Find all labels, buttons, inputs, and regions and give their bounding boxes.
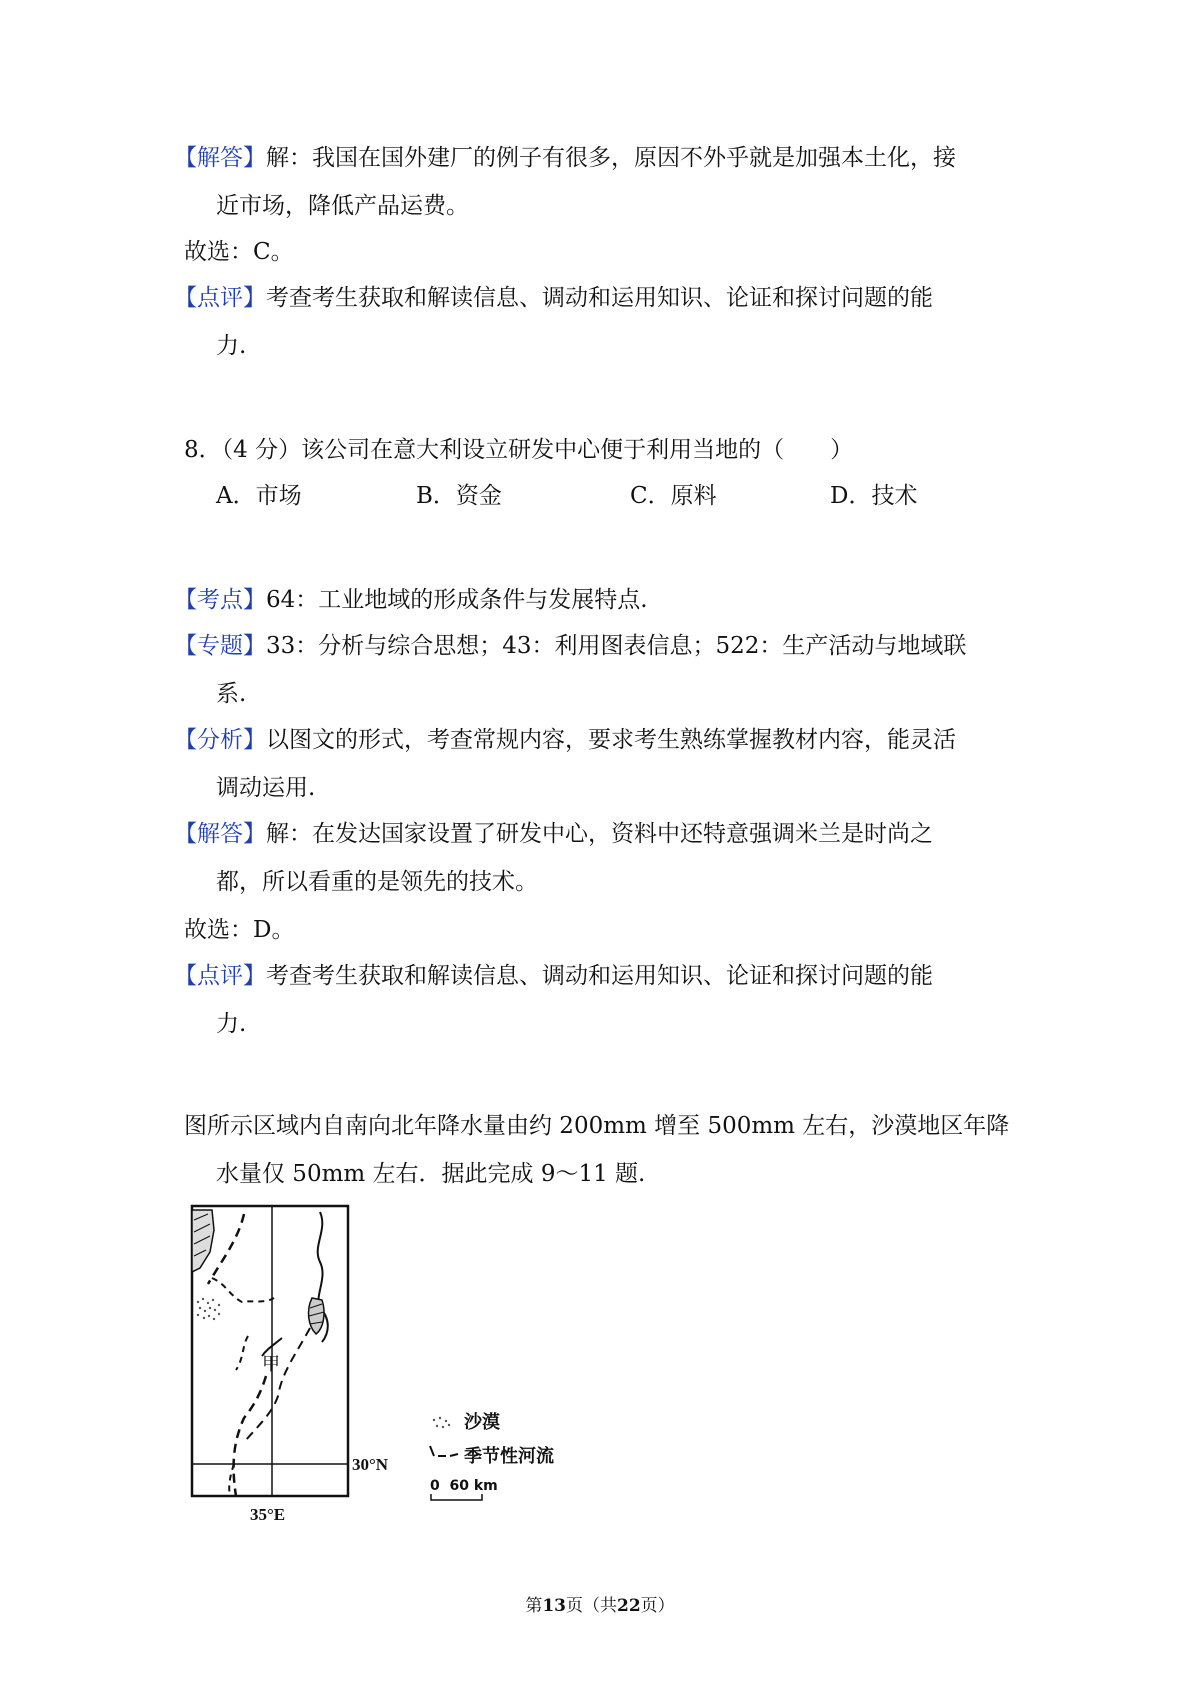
answer2-text-1: 解：在发达国家设置了研发中心，资料中还特意强调米兰是时尚之 — [266, 821, 933, 847]
choice2-line: 故选：D。 — [184, 917, 295, 943]
fenxi-text-1: 以图文的形式，考查常规内容，要求考生熟练掌握教材内容，能灵活 — [266, 727, 956, 753]
legend-river-label: 季节性河流 — [464, 1446, 554, 1467]
question-8-stem: 8．（4 分）该公司在意大利设立研发中心便于利用当地的（ ） — [184, 437, 854, 463]
total-pages: 22 — [617, 1596, 641, 1616]
choice-line: 故选：C。 — [184, 239, 294, 265]
seasonal-river — [212, 1278, 274, 1302]
review2-text-1: 考查考生获取和解读信息、调动和运用知识、论证和探讨问题的能 — [266, 963, 933, 989]
place-label: 甲 — [262, 1354, 280, 1375]
kaodian-text: 64：工业地域的形成条件与发展特点. — [266, 587, 648, 613]
lake-icon — [309, 1212, 328, 1342]
page-footer — [0, 1594, 1200, 1618]
fenxi-line-1 — [174, 724, 956, 756]
sea-icon — [192, 1210, 214, 1272]
kaodian-tag: 【考点】 — [174, 587, 266, 613]
answer-tag: 【解答】 — [174, 145, 266, 171]
zhuanti-text-1: 33：分析与综合思想；43：利用图表信息；522：生产活动与地域联 — [266, 633, 967, 659]
map-frame — [192, 1206, 348, 1496]
intro-text-2: 水量仅 50mm 左右．据此完成 9～11 题. — [216, 1161, 646, 1187]
answer-text-2: 近市场，降低产品运费。 — [216, 193, 469, 219]
review-tag: 【点评】 — [174, 285, 266, 311]
desert-area — [197, 1298, 220, 1320]
review-line-1 — [174, 282, 933, 314]
desert-legend-icon — [433, 1417, 450, 1428]
answer-text-1: 解：我国在国外建厂的例子有很多，原因不外乎就是加强本土化，接 — [266, 145, 956, 171]
fenxi-tag: 【分析】 — [174, 727, 266, 753]
zhuanti-tag: 【专题】 — [174, 633, 266, 659]
seasonal-river-legend-icon — [430, 1446, 458, 1456]
footer-mid: 页（共 — [566, 1596, 617, 1616]
footer-pre: 第 — [525, 1596, 543, 1616]
option-b: B．资金 — [416, 483, 502, 509]
zhuanti-text-2: 系. — [216, 681, 247, 707]
answer-line-1 — [174, 142, 956, 174]
legend-desert-label: 沙漠 — [464, 1412, 500, 1433]
review-text-2: 力. — [216, 333, 247, 359]
scale-bar — [431, 1494, 482, 1500]
option-d: D．技术 — [830, 483, 918, 509]
longitude-label: 35°E — [250, 1505, 286, 1524]
seasonal-river — [236, 1336, 248, 1370]
zhuanti-line-1 — [174, 630, 966, 662]
footer-post: 页） — [640, 1596, 675, 1616]
option-a: A．市场 — [216, 483, 302, 509]
option-c: C．原料 — [630, 483, 717, 509]
intro-text-1: 图所示区域内自南向北年降水量由约 200mm 增至 500mm 左右，沙漠地区年降 — [184, 1113, 1010, 1139]
fenxi-text-2: 调动运用. — [216, 775, 316, 801]
answer2-text-2: 都，所以看重的是领先的技术。 — [216, 869, 538, 895]
page-number: 13 — [542, 1596, 566, 1616]
review2-line-1 — [174, 960, 933, 992]
review2-tag: 【点评】 — [174, 963, 266, 989]
review-text-1: 考查考生获取和解读信息、调动和运用知识、论证和探讨问题的能 — [266, 285, 933, 311]
latitude-label: 30°N — [352, 1455, 389, 1474]
map-figure — [186, 1200, 596, 1530]
legend — [430, 1411, 554, 1500]
answer2-tag: 【解答】 — [174, 821, 266, 847]
scale-label: 0 60 km — [430, 1478, 498, 1494]
answer2-line-1 — [174, 818, 933, 850]
seasonal-river — [246, 1328, 310, 1440]
review2-text-2: 力. — [216, 1011, 247, 1037]
kaodian-line — [174, 584, 648, 616]
